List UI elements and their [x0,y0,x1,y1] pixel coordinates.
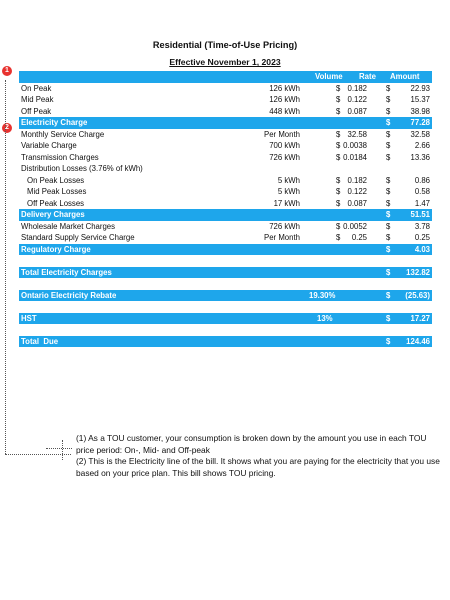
amount-currency: $ [386,187,391,196]
rate-currency: $ [336,152,341,162]
line-amount: 32.58 [410,129,430,139]
bill-line-off-peak-losses [19,198,432,210]
line-amount: 1.47 [414,198,430,208]
column-header-volume: Volume [315,72,343,81]
rebate-row [19,290,432,302]
spacer [19,255,432,267]
annotation-bracket [46,448,72,449]
line-rate: 0.0052 [343,221,367,231]
bill-line-mid-peak-losses [19,186,432,198]
spacer [19,278,432,290]
marker-two: 2 [2,123,12,133]
electricity-charge-row [19,117,432,129]
amount-currency: $ [386,83,391,93]
amount-currency: $ [386,267,391,277]
line-rate: 0.122 [347,95,367,104]
rebate-amount: (25.63) [405,290,430,300]
line-rate: 0.0184 [343,152,367,162]
line-label: Mid Peak Losses [27,187,87,196]
column-header-rate: Rate [359,72,376,81]
amount-currency: $ [386,221,391,231]
line-rate: 0.087 [347,198,367,208]
line-volume: 5 kWh [277,187,300,196]
line-rate: 0.182 [347,175,367,185]
rate-currency: $ [336,175,341,185]
rebate-percent: 19.30% [309,290,336,300]
line-amount: 0.58 [414,187,430,196]
subtotal-amount: 4.03 [414,244,430,254]
bill-line-standard-supply [19,232,432,244]
line-volume: 126 kWh [269,83,300,93]
rebate-label: Ontario Electricity Rebate [21,290,117,300]
line-amount: 0.25 [414,233,430,242]
spacer [19,324,432,336]
line-volume: Per Month [264,129,300,139]
amount-currency: $ [386,95,391,104]
line-rate: 0.0038 [343,141,367,150]
subtotal-label: Regulatory Charge [21,244,91,254]
bill-line-variable-charge [19,140,432,152]
line-volume: 700 kWh [269,141,300,150]
line-label: Off Peak [21,106,52,116]
rate-currency: $ [336,198,341,208]
line-label: On Peak [21,83,52,93]
line-amount: 0.86 [414,175,430,185]
annotation-bracket [5,80,6,454]
line-rate: 0.087 [347,106,367,116]
line-volume: 126 kWh [269,95,300,104]
rate-currency: $ [336,233,341,242]
line-rate: 0.182 [347,83,367,93]
column-header-amount: Amount [390,72,420,81]
line-label: Transmission Charges [21,152,99,162]
amount-currency: $ [386,244,391,254]
amount-currency: $ [386,233,391,242]
line-volume: 17 kWh [273,198,300,208]
line-rate: 0.122 [347,187,367,196]
line-amount: 3.78 [414,221,430,231]
line-amount: 38.98 [410,106,430,116]
bill-line-on-peak [19,83,432,95]
line-volume: 726 kWh [269,221,300,231]
subtotal-label: Electricity Charge [21,118,88,127]
hst-label: HST [21,313,37,323]
marker-one: 1 [2,66,12,76]
amount-currency: $ [386,198,391,208]
line-label: Wholesale Market Charges [21,221,116,231]
bill-notes [76,433,441,479]
line-label: On Peak Losses [27,175,85,185]
rate-currency: $ [336,141,341,150]
line-label: Variable Charge [21,141,77,150]
rate-currency: $ [336,129,341,139]
rate-currency: $ [336,95,341,104]
annotation-bracket [62,440,63,460]
bill-line-off-peak [19,106,432,118]
note-one: (1) As a TOU customer, your consumption is broken down by the amount you use in each TOU price period: On-, Mid- and Off-peak [76,433,427,455]
line-label: Mid Peak [21,95,54,104]
amount-currency: $ [386,290,391,300]
line-volume: 448 kWh [269,106,300,116]
amount-currency: $ [386,175,391,185]
line-rate: 32.58 [347,129,367,139]
line-label: Monthly Service Charge [21,129,105,139]
bill-line-mid-peak [19,94,432,106]
line-amount: 2.66 [414,141,430,150]
amount-currency: $ [386,336,391,346]
amount-currency: $ [386,129,391,139]
bill-line-monthly-service [19,129,432,141]
amount-currency: $ [386,210,391,219]
line-label: Distribution Losses (3.76% of kWh) [21,164,143,173]
spacer [19,301,432,313]
total-due-label: Total Due [21,336,59,346]
hst-amount: 17.27 [410,313,430,323]
regulatory-charge-row [19,244,432,256]
line-amount: 13.36 [410,152,430,162]
total-due-amount: 124.46 [406,336,430,346]
line-label: Standard Supply Service Charge [21,233,135,242]
total-due-row [19,336,432,348]
amount-currency: $ [386,106,391,116]
line-amount: 22.93 [410,83,430,93]
line-rate: 0.25 [351,233,367,242]
rate-currency: $ [336,106,341,116]
amount-currency: $ [386,313,391,323]
subtotal-label: Delivery Charges [21,210,85,219]
line-amount: 15.37 [410,95,430,104]
rate-currency: $ [336,187,341,196]
amount-currency: $ [386,141,391,150]
total-electricity-row [19,267,432,279]
bill-line-transmission [19,152,432,164]
effective-date: Effective November 1, 2023 [169,57,281,67]
line-volume: 726 kWh [269,152,300,162]
note-two: (2) This is the Electricity line of the bill. It shows what you are paying for the electricity that you use based on your price plan. This bill shows TOU pricing. [76,456,440,478]
bill-line-distribution-losses [19,163,432,175]
delivery-charges-row [19,209,432,221]
subtotal-amount: 51.51 [410,210,430,219]
hst-row [19,313,432,325]
rate-currency: $ [336,83,341,93]
rate-currency: $ [336,221,341,231]
column-header-row [19,71,432,83]
total-amount: 132.82 [406,267,430,277]
line-label: Off Peak Losses [27,198,85,208]
line-volume: Per Month [264,233,300,242]
line-volume: 5 kWh [277,175,300,185]
bill-title: Residential (Time-of-Use Pricing) [152,40,298,50]
bill-line-on-peak-losses [19,175,432,187]
subtotal-amount: 77.28 [410,118,430,127]
bill-table [19,71,432,347]
total-label: Total Electricity Charges [21,267,112,277]
amount-currency: $ [386,152,391,162]
hst-percent: 13% [317,313,333,323]
amount-currency: $ [386,118,391,127]
bill-line-wholesale-market [19,221,432,233]
